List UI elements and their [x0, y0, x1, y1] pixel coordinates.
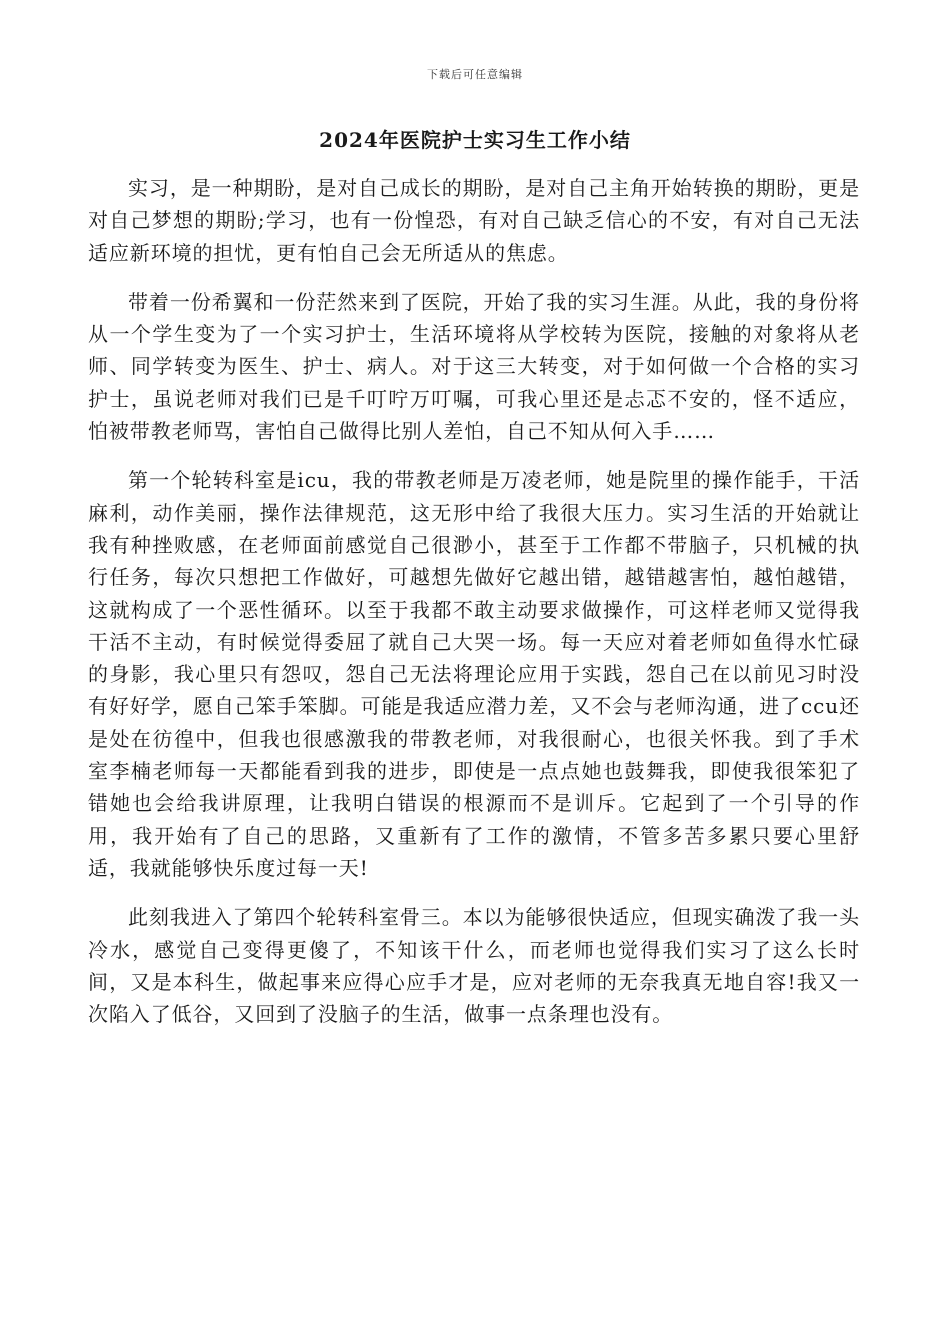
document-body — [88, 172, 860, 1030]
paragraph: 带着一份希翼和一份茫然来到了医院，开始了我的实习生涯。从此，我的身份将从一个学生变为了一个实习护士，生活环境将从学校转为医院，接触的对象将从老师、同学转变为医生、护士、病人。对于这三大转变，对于如何做一个合格的实习护士，虽说老师对我们已是千叮咛万叮嘱，可我心里还是忐忑不安的，怪不适应，怕被带教老师骂，害怕自己做得比别人差怕，自己不知从何入手…… — [88, 289, 860, 444]
document-title: 2024年医院护士实习生工作小结 — [319, 128, 631, 152]
paragraph: 第一个轮转科室是icu，我的带教老师是万凌老师，她是院里的操作能手，干活麻利，动作美丽，操作法律规范，这无形中给了我很大压力。实习生活的开始就让我有种挫败感，在老师面前感觉自己很渺小，甚至于工作都不带脑子，只机械的执行任务，每次只想把工作做好，可越想先做好它越出错，越错越害怕，越怕越错，这就构成了一个恶性循环。以至于我都不敢主动要求做操作，可这样老师又觉得我干活不主动，有时候觉得委屈了就自己大哭一场。每一天应对着老师如鱼得水忙碌的身影，我心里只有怨叹，怨自己无法将理论应用于实践，怨自己在以前见习时没有好好学，愿自己笨手笨脚。可能是我适应潜力差，又不会与老师沟通，进了ccu还是处在彷徨中，但我也很感激我的带教老师，对我很耐心，也很关怀我。到了手术室李楠老师每一天都能看到我的进步，即使是一点点她也鼓舞我，即使我很笨犯了错她也会给我讲原理，让我明白错误的根源而不是训斥。它起到了一个引导的作用，我开始有了自己的思路，又重新有了工作的激情，不管多苦多累只要心里舒适，我就能够快乐度过每一天! — [88, 468, 860, 880]
paragraph: 此刻我进入了第四个轮转科室骨三。本以为能够很快适应，但现实确泼了我一头冷水，感觉自己变得更傻了，不知该干什么，而老师也觉得我们实习了这么长时间，又是本科生，做起事来应得心应手才是，应对老师的无奈我真无地自容!我又一次陷入了低谷，又回到了没脑子的生活，做事一点条理也没有。 — [88, 905, 860, 1027]
header-note: 下载后可任意编辑 — [427, 68, 523, 81]
paragraph: 实习，是一种期盼，是对自己成长的期盼，是对自己主角开始转换的期盼，更是对自己梦想的期盼;学习，也有一份惶恐，有对自己缺乏信心的不安，有对自己无法适应新环境的担忧，更有怕自己会无所适从的焦虑。 — [88, 176, 860, 265]
